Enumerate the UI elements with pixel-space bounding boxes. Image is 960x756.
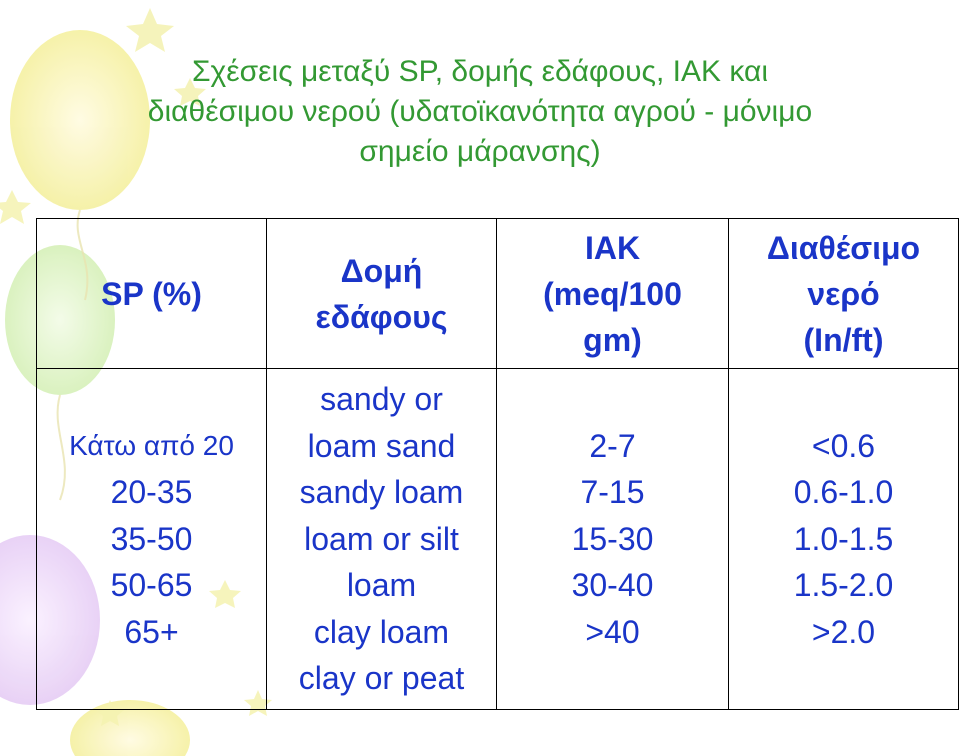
soil-structure-values-cell (267, 369, 497, 710)
header-soil-structure-line-2: εδάφους (315, 298, 448, 335)
soil-structure-value: clay or peat (298, 660, 465, 697)
available-water-value: >2.0 (811, 613, 876, 650)
star-shape (0, 190, 31, 224)
header-iak-line-1: ΙΑΚ (584, 229, 641, 266)
header-available-water-line-3: (In/ft) (803, 321, 884, 358)
sp-value: 50-65 (110, 567, 193, 604)
iak-value: 15-30 (571, 520, 654, 557)
header-iak-line-3: gm) (583, 321, 642, 358)
iak-values-cell (497, 369, 729, 710)
header-sp-line-1: SP (%) (101, 275, 202, 312)
available-water-values-cell (729, 369, 959, 710)
title-line-3: σημείο μάρανσης) (359, 135, 601, 168)
soil-structure-value: loam or silt (304, 520, 459, 557)
sp-values-cell (37, 369, 267, 710)
header-sp (37, 219, 267, 369)
header-available-water-line-2: νερό (807, 275, 880, 312)
soil-structure-value: loam (346, 567, 417, 604)
available-water-value: 1.5-2.0 (793, 567, 894, 604)
sp-value: 35-50 (110, 520, 193, 557)
title-line-2: διαθέσιμου νερού (υδατοϊκανότητα αγρού - μόνιμο (147, 95, 813, 128)
soil-structure-value: clay loam (313, 613, 450, 650)
header-soil-structure-line-1: Δομή (340, 252, 423, 289)
available-water-value: 0.6-1.0 (793, 474, 894, 511)
available-water-value: 1.0-1.5 (793, 520, 894, 557)
iak-value: 30-40 (571, 567, 654, 604)
star-shape (126, 8, 174, 52)
soil-structure-value: sandy or (320, 381, 443, 418)
title-line-1: Σχέσεις μεταξύ SP, δομής εδάφους, ΙΑΚ και (191, 55, 768, 88)
iak-value: >40 (585, 613, 640, 650)
soil-properties-table (36, 218, 959, 710)
header-iak (497, 219, 729, 369)
table-body-row (37, 369, 959, 710)
available-water-value: <0.6 (811, 427, 876, 464)
header-available-water-line-1: Διαθέσιμο (766, 229, 921, 266)
iak-value: 2-7 (589, 427, 636, 464)
sp-value: Κάτω από 20 (69, 429, 234, 461)
header-iak-line-2: (meq/100 (543, 275, 682, 312)
slide-title (60, 52, 900, 172)
sp-value: 20-35 (110, 474, 193, 511)
header-soil-structure (267, 219, 497, 369)
soil-structure-value: loam sand (307, 427, 456, 464)
iak-value: 7-15 (580, 474, 645, 511)
header-available-water (729, 219, 959, 369)
sp-value: 65+ (124, 613, 179, 650)
table-header-row (37, 219, 959, 369)
soil-structure-value: sandy loam (299, 474, 464, 511)
